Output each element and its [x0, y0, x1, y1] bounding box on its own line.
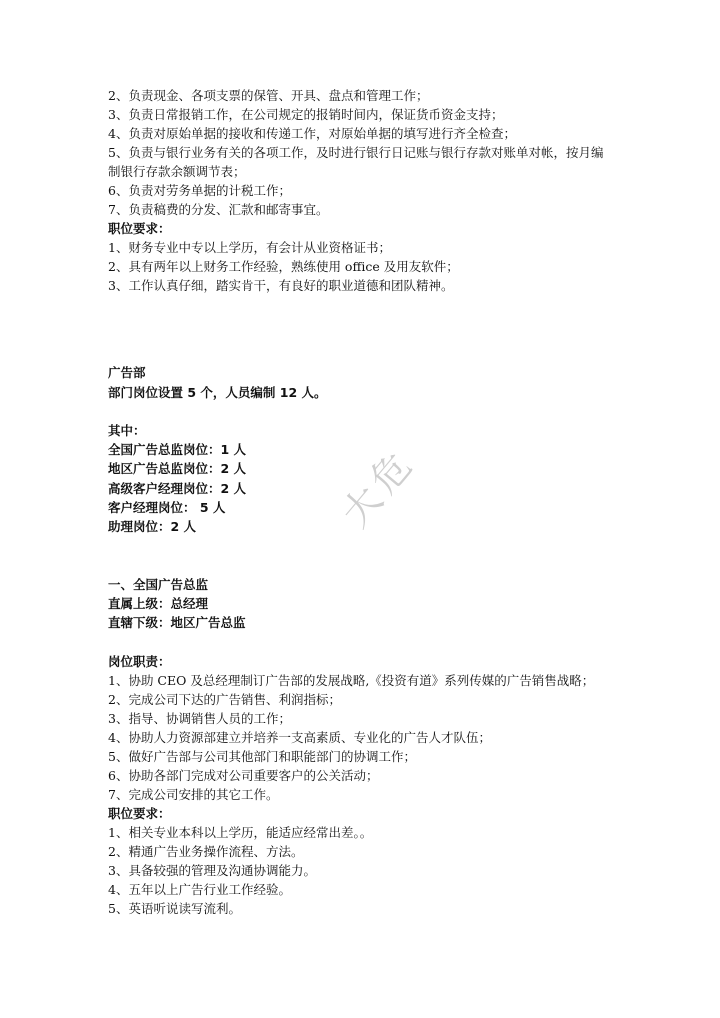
requirement-item: 2、具有两年以上财务工作经验，熟练使用 office 及用友软件；: [108, 259, 459, 275]
requirement-item: 3、工作认真仔细，踏实肯干，有良好的职业道德和团队精神。: [108, 278, 454, 294]
requirement-item: 5、英语听说读写流利。: [108, 901, 241, 917]
watermark: 大危: [333, 439, 424, 536]
ad-dept-summary: 部门岗位设置 5 个，人员编制 12 人。: [108, 384, 327, 400]
role-duty-list: [108, 671, 628, 804]
role-subordinate: 直辖下级：地区广告总监: [108, 615, 246, 631]
position-item: 助理岗位：2 人: [108, 519, 197, 535]
position-item: 高级客户经理岗位：2 人: [108, 480, 247, 496]
requirement-item: 4、五年以上广告行业工作经验。: [108, 882, 291, 898]
duty-item: 3、指导、协调销售人员的工作；: [108, 710, 291, 726]
ad-dept-title: 广告部: [108, 365, 146, 381]
duty-item: 5、负责与银行业务有关的各项工作，及时进行银行日记账与银行存款对账单对帐，按月编: [108, 145, 604, 160]
duty-item: 7、负责稿费的分发、汇款和邮寄事宜。: [108, 202, 329, 217]
position-item: 客户经理岗位： 5 人: [108, 500, 226, 516]
duty-item: 4、负责对原始单据的接收和传递工作，对原始单据的填写进行齐全检查；: [108, 126, 516, 141]
finance-duty-list: [108, 86, 628, 219]
finance-requirement-list: [108, 238, 628, 295]
role-title: 一、全国广告总监: [108, 576, 209, 592]
among-heading: 其中：: [108, 422, 146, 438]
requirement-item: 2、精通广告业务操作流程、方法。: [108, 844, 304, 860]
duty-item: 5、做好广告部与公司其他部门和职能部门的协调工作；: [108, 748, 416, 764]
duty-item: 制银行存款余额调节表；: [108, 164, 246, 179]
duty-item: 4、协助人力资源部建立并培养一支高素质、专业化的广告人才队伍；: [108, 729, 491, 745]
finance-requirements-heading: 职位要求：: [108, 221, 171, 236]
duty-item: 7、完成公司安排的其它工作。: [108, 786, 279, 802]
role-duty-heading: 岗位职责：: [108, 653, 171, 669]
requirement-item: 1、相关专业本科以上学历，能适应经常出差。。: [108, 825, 373, 841]
duty-item: 6、协助各部门完成对公司重要客户的公关活动；: [108, 767, 379, 783]
requirement-item: 3、具备较强的管理及沟通协调能力。: [108, 863, 316, 879]
role-requirements-heading: 职位要求：: [108, 805, 171, 821]
role-requirement-list: [108, 823, 628, 918]
duty-item: 6、负责对劳务单据的计税工作；: [108, 183, 291, 198]
duty-item: 1、协助 CEO 及总经理制订广告部的发展战略,《投资有道》系列传媒的广告销售战略；: [108, 672, 595, 688]
duty-item: 3、负责日常报销工作，在公司规定的报销时间内，保证货币资金支持；: [108, 107, 504, 122]
position-item: 地区广告总监岗位：2 人: [108, 461, 247, 477]
role-superior: 直属上级：总经理: [108, 595, 209, 611]
position-item: 全国广告总监岗位：1 人: [108, 442, 247, 458]
duty-item: 2、负责现金、各项支票的保管、开具、盘点和管理工作；: [108, 88, 429, 103]
duty-item: 2、完成公司下达的广告销售、利润指标；: [108, 691, 341, 707]
requirement-item: 1、财务专业中专以上学历，有会计从业资格证书；: [108, 240, 391, 256]
